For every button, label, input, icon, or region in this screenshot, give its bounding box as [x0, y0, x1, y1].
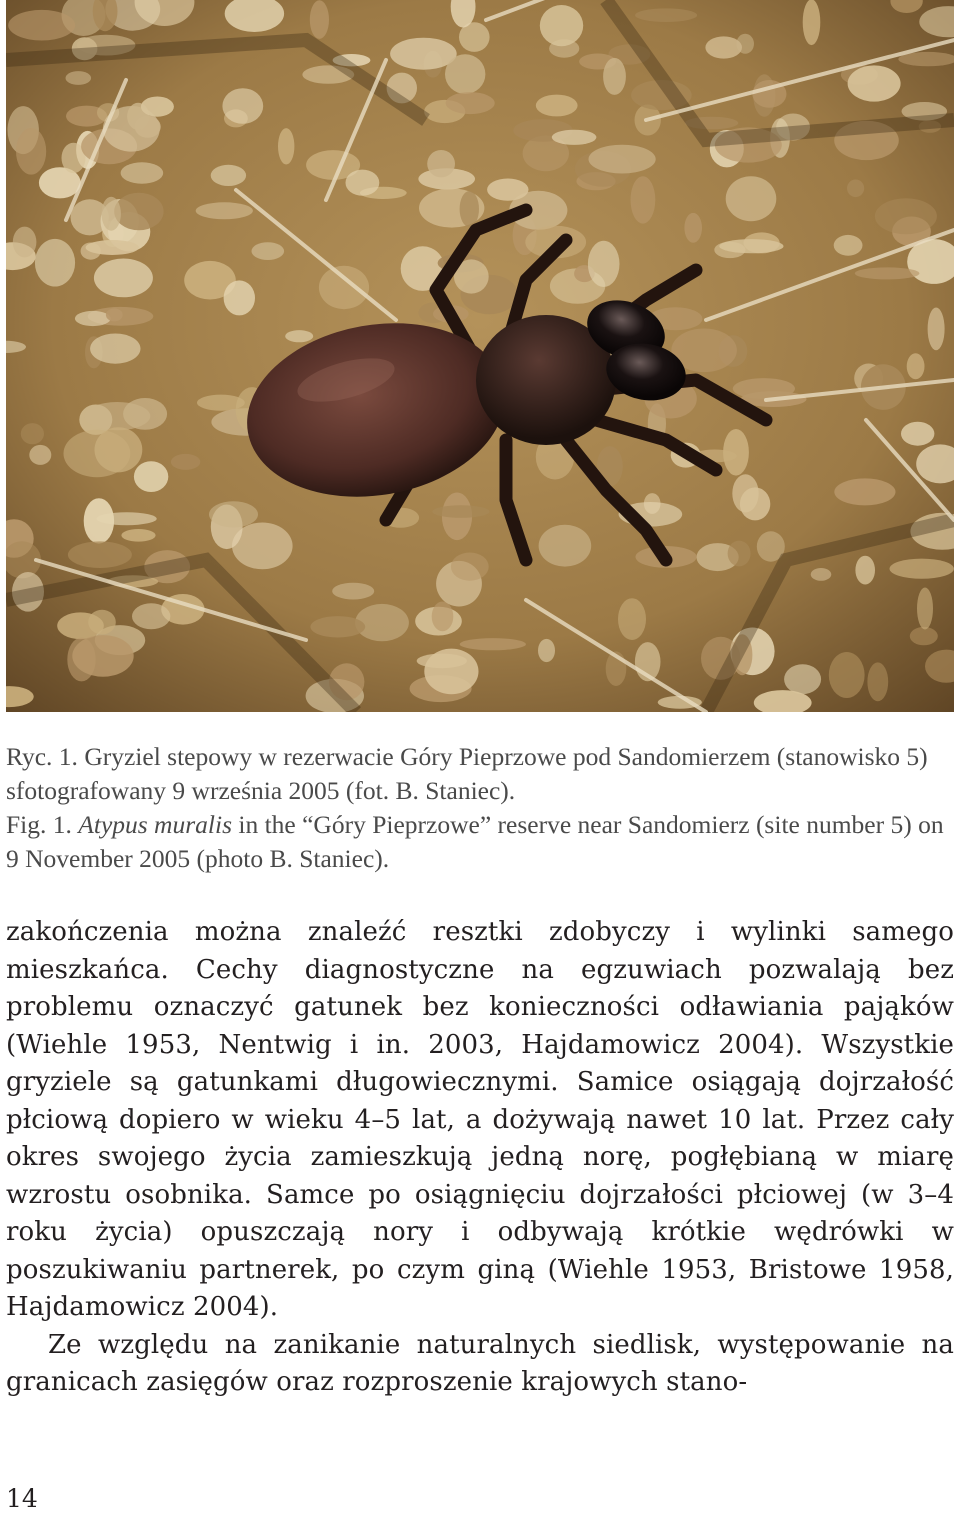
soil-clod	[803, 0, 821, 45]
soil-clod	[427, 150, 455, 177]
soil-clod	[536, 95, 578, 117]
soil-clod	[684, 213, 702, 243]
soil-clod	[432, 505, 489, 518]
soil-clod	[16, 128, 46, 175]
soil-clod	[121, 162, 164, 183]
soil-clod	[8, 10, 75, 41]
soil-clod	[446, 92, 495, 114]
soil-clod	[432, 602, 454, 632]
soil-clod	[855, 556, 875, 585]
caption-species-name: Atypus muralis	[78, 810, 232, 839]
soil-clod	[355, 604, 409, 641]
caption-english-label: Fig. 1.	[6, 810, 79, 839]
soil-clod	[736, 34, 754, 54]
soil-clod	[132, 603, 170, 629]
caption-polish-label: Ryc. 1.	[6, 742, 85, 771]
spider-photo	[6, 0, 954, 712]
soil-clod	[88, 610, 116, 635]
soil-clod	[890, 559, 954, 579]
soil-clod	[84, 402, 150, 430]
soil-clod	[451, 553, 489, 581]
soil-clod	[121, 529, 155, 542]
soil-clod	[251, 242, 284, 260]
soil-clod	[875, 198, 937, 234]
soil-clod	[917, 588, 933, 630]
soil-clod	[588, 241, 620, 287]
soil-clod	[487, 179, 528, 201]
soil-clod	[928, 308, 945, 351]
soil-clod	[68, 541, 132, 568]
soil-clod	[106, 308, 123, 321]
soil-clod	[72, 635, 133, 677]
figure-caption	[6, 740, 954, 876]
soil-clod	[134, 461, 168, 492]
soil-clod	[631, 176, 656, 223]
soil-clod	[848, 65, 901, 101]
soil-clod	[834, 235, 863, 256]
soil-clod	[907, 353, 925, 379]
page-number: 14	[6, 1484, 38, 1513]
soil-clod	[90, 334, 140, 364]
body-text	[6, 914, 954, 1402]
soil-clod	[278, 128, 294, 164]
soil-clod	[86, 240, 139, 255]
soil-clod	[829, 652, 865, 698]
soil-clod	[390, 38, 457, 70]
soil-clod	[901, 422, 934, 446]
soil-clod	[811, 568, 832, 581]
soil-clod	[618, 598, 646, 640]
soil-clod	[538, 639, 555, 662]
soil-clod	[732, 474, 758, 512]
soil-clod	[211, 165, 246, 186]
soil-clod	[285, 330, 313, 342]
soil-clod	[445, 54, 485, 94]
soil-clod	[310, 0, 329, 39]
soil-clod	[726, 176, 777, 221]
caption-polish-text: Gryziel stepowy w rezerwacie Góry Pieprzowe pod Sandomierzem (stanowisko 5) sfotografowany 9 września 2005 (fot. B. Staniec).	[6, 742, 928, 805]
soil-clod	[834, 478, 895, 505]
soil-clod	[35, 239, 75, 287]
soil-clod	[102, 197, 121, 231]
soil-clod	[171, 454, 200, 470]
soil-clod	[196, 202, 253, 219]
soil-clod	[728, 541, 751, 567]
soil-clod	[224, 280, 255, 315]
soil-clod	[723, 429, 749, 476]
soil-clod	[84, 498, 114, 543]
soil-clod	[13, 227, 37, 258]
soil-clod	[910, 627, 938, 645]
soil-clod	[603, 58, 626, 95]
soil-clod	[867, 662, 888, 701]
soil-clod	[784, 664, 821, 694]
soil-clod	[552, 130, 597, 145]
soil-clod	[75, 311, 111, 326]
soil-clod	[319, 266, 369, 309]
soil-clod	[539, 525, 592, 567]
caption-polish	[6, 740, 954, 808]
soil-clod	[540, 5, 583, 46]
soil-clod	[310, 616, 365, 637]
soil-clod	[29, 445, 51, 465]
soil-clod	[417, 654, 467, 669]
soil-clod	[209, 501, 258, 527]
soil-clod	[222, 88, 263, 124]
soil-clod	[346, 170, 380, 196]
soil-clod	[332, 583, 374, 600]
soil-clod	[94, 259, 153, 298]
soil-clod	[114, 193, 163, 231]
soil-clod	[66, 71, 92, 85]
soil-clod	[141, 97, 174, 117]
soil-clod	[847, 180, 864, 198]
paragraph-1: zakończenia można znaleźć resztki zdobyczy i wylinki samego mieszkańca. Cechy diagnostyczne na egzuwiach pozwalają bez problemu oznaczyć gatunek bez konieczności odławiania pająków (Wiehle 1953, Nentwig i in. 2003, Hajdamowicz 2004). Wszystkie gryziele są gatunkami długowiecznymi. Samice osiągają dojrzałość płciową dopiero w wieku 4–5 lat, a dożywają nawet 10 lat. Przez cały okres swojego życia zamieszkują jedną norę, pogłębianą w miarę wzrostu osobnika. Samce po osiągnięciu dojrzałości płciowej (w 3–4 roku życia) opuszczają nory i odbywają krótkie wędrówki w poszukiwaniu partnerek, po czym giną (Wiehle 1953, Bristowe 1958, Hajdamowicz 2004).	[6, 917, 954, 1322]
soil-clod	[589, 145, 656, 174]
soil-clod	[21, 423, 44, 444]
soil-clod	[705, 36, 742, 58]
soil-clod	[719, 239, 783, 253]
soil-clod	[855, 267, 920, 279]
soil-clod	[460, 638, 526, 650]
soil-clod	[635, 8, 697, 22]
caption-english-text: in the “Góry Pieprzowe” reserve near Sandomierz (site number 5) on 9 November 2005 (photo B. Staniec).	[6, 810, 944, 873]
soil-clod	[95, 427, 143, 472]
caption-english	[6, 808, 954, 876]
soil-clod	[460, 191, 479, 227]
paragraph-2: Ze względu na zanikanie naturalnych siedlisk, występowanie na granicach zasięgów oraz rozproszenie krajowych stano-	[6, 1329, 954, 1397]
